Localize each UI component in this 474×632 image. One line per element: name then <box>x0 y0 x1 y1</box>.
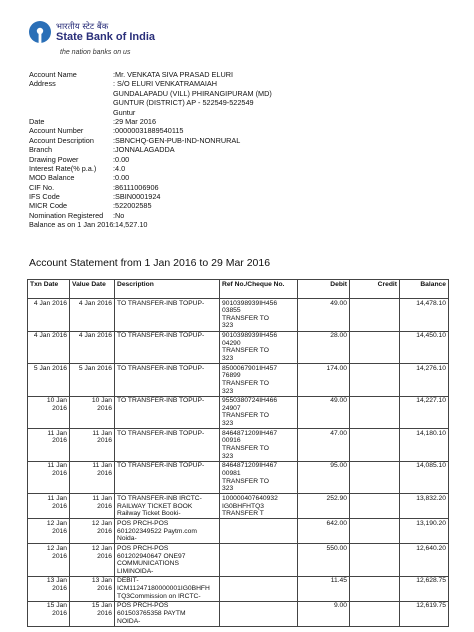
value-date-cell-line: 4 Jan 2016 <box>78 299 112 307</box>
description-cell-line: 601202940647 ONE97 <box>117 552 186 560</box>
ref-no-cell-line: 323 <box>222 485 234 493</box>
value-date-cell-line: 11 Jan <box>92 494 112 502</box>
ref-no-cell <box>220 519 298 544</box>
value-date-cell-line: 5 Jan 2016 <box>78 364 112 372</box>
description-cell <box>115 576 220 601</box>
description-cell-line: 601503765358 PAYTM <box>117 610 186 618</box>
ref-no-cell <box>220 396 298 429</box>
ref-no-cell-line: TRANSFER TO <box>222 379 269 387</box>
info-label: Drawing Power <box>29 154 79 164</box>
description-cell-line: POS PRCH-POS <box>117 519 169 527</box>
value-date-cell-line: 2016 <box>97 502 112 510</box>
info-value: :No <box>113 210 125 220</box>
ref-no-cell-line: TRANSFER TO <box>222 445 269 453</box>
info-row <box>29 183 272 192</box>
ref-no-cell-line: TRANSFER T <box>222 510 264 518</box>
header-description: Description <box>115 280 220 299</box>
info-value: :29 Mar 2016 <box>113 116 156 126</box>
info-label: Balance as on 1 Jan 2016 <box>29 220 114 230</box>
info-row <box>29 211 272 220</box>
ref-no-cell <box>220 601 298 626</box>
txn-date-cell-line: 2016 <box>52 610 67 618</box>
ref-no-cell-line: 323 <box>222 452 234 460</box>
table-row <box>28 331 449 364</box>
info-value-continued: Guntur <box>113 107 136 117</box>
value-date-cell-line: 2016 <box>97 552 112 560</box>
txn-date-cell <box>28 494 70 519</box>
txn-date-cell <box>28 576 70 601</box>
txn-date-cell <box>28 544 70 577</box>
bank-tagline: the nation banks on us <box>60 49 131 56</box>
value-date-cell <box>70 576 115 601</box>
value-date-cell <box>70 331 115 364</box>
info-value-continued: GUNTUR (DISTRICT) AP - 522549-522549 <box>113 98 254 108</box>
debit-cell: 174.00 <box>298 364 350 397</box>
txn-date-cell-line: 11 Jan <box>47 494 67 502</box>
value-date-cell-line: 11 Jan <box>92 429 112 437</box>
info-label: Account Description <box>29 135 94 145</box>
txn-date-cell-line: 2016 <box>52 552 67 560</box>
ref-no-cell-line: 8464871209IH467 <box>222 462 278 470</box>
info-value: :SBIN0001924 <box>113 192 161 202</box>
info-label: IFS Code <box>29 192 60 202</box>
header-balance: Balance <box>400 280 449 299</box>
ref-no-cell-line: 00981 <box>222 470 241 477</box>
info-row <box>29 155 272 164</box>
txn-date-cell-line: 2016 <box>52 527 67 535</box>
credit-cell <box>350 519 400 544</box>
txn-date-cell-line: 5 Jan 2016 <box>33 364 67 372</box>
bank-hindi-name: भारतीय स्टेट बैंक <box>56 22 109 32</box>
debit-cell: 47.00 <box>298 429 350 462</box>
info-row <box>29 79 272 88</box>
credit-cell <box>350 396 400 429</box>
table-row <box>28 494 449 519</box>
ref-no-cell-line: 323 <box>222 354 234 362</box>
info-value: :522002585 <box>113 201 152 211</box>
credit-cell <box>350 576 400 601</box>
description-cell <box>115 429 220 462</box>
description-cell-line: TO TRANSFER-INB TOPUP- <box>117 429 205 437</box>
description-cell-line: TO TRANSFER-INB TOPUP- <box>117 332 205 340</box>
credit-cell <box>350 601 400 626</box>
debit-cell: 642.00 <box>298 519 350 544</box>
value-date-cell-line: 12 Jan <box>91 544 112 552</box>
value-date-cell <box>70 519 115 544</box>
debit-cell: 252.90 <box>298 494 350 519</box>
info-value: :14,527.10 <box>113 220 148 230</box>
credit-cell <box>350 429 400 462</box>
description-cell-line: Noida- <box>117 535 137 543</box>
ref-no-cell <box>220 576 298 601</box>
description-cell-line: LIMINOIDA- <box>117 567 154 575</box>
balance-cell: 13,832.20 <box>400 494 449 519</box>
credit-cell <box>350 494 400 519</box>
info-value: :0.00 <box>113 173 130 183</box>
info-label: Interest Rate(% p.a.) <box>29 163 97 173</box>
description-cell-line: 601202349522 Paytm.com <box>117 527 197 535</box>
table-row <box>28 364 449 397</box>
info-value-continued: GUNDALAPADU (VILL) PHIRANGIPURAM (MD) <box>113 88 272 98</box>
info-row <box>29 164 272 173</box>
table-row <box>28 299 449 332</box>
table-row <box>28 576 449 601</box>
table-header-row <box>28 280 449 299</box>
credit-cell <box>350 364 400 397</box>
value-date-cell-line: 13 Jan <box>91 577 112 585</box>
ref-no-cell <box>220 299 298 332</box>
ref-no-cell-line: 00916 <box>222 437 241 445</box>
ref-no-cell <box>220 494 298 519</box>
header-value-date: Value Date <box>70 280 115 299</box>
statement-title: Account Statement from 1 Jan 2016 to 29 Mar 2016 <box>29 257 271 269</box>
ref-no-cell-line: TRANSFER TO <box>222 347 269 355</box>
ref-no-cell-line: 76899 <box>222 372 241 380</box>
ref-no-cell-line: 24907 <box>222 404 241 412</box>
sbi-logo <box>28 18 168 64</box>
debit-cell: 95.00 <box>298 461 350 494</box>
txn-date-cell <box>28 331 70 364</box>
txn-date-cell <box>28 364 70 397</box>
table-row <box>28 429 449 462</box>
header-txn-date: Txn Date <box>28 280 70 299</box>
description-cell-line: POS PRCH-POS <box>117 544 169 552</box>
value-date-cell <box>70 396 115 429</box>
description-cell-line: RAILWAY TICKET BOOK <box>117 502 193 510</box>
value-date-cell-line: 2016 <box>97 437 112 445</box>
txn-date-cell-line: 12 Jan <box>46 519 67 527</box>
info-value: : S/O ELURI VENKATRAMAIAH <box>113 79 218 89</box>
info-value: :0.00 <box>113 154 130 164</box>
info-value: :Mr. VENKATA SIVA PRASAD ELURI <box>113 70 234 79</box>
description-cell-line: TO TRANSFER-INB TOPUP- <box>117 397 205 405</box>
value-date-cell-line: 2016 <box>97 610 112 618</box>
txn-date-cell-line: 2016 <box>52 437 67 445</box>
debit-cell: 49.00 <box>298 396 350 429</box>
ref-no-cell-line: 9550380724IH466 <box>222 397 278 405</box>
credit-cell <box>350 331 400 364</box>
txn-date-cell <box>28 396 70 429</box>
description-cell-line: TO TRANSFER-INB TOPUP- <box>117 462 205 470</box>
balance-cell: 12,628.75 <box>400 576 449 601</box>
debit-cell: 28.00 <box>298 331 350 364</box>
value-date-cell-line: 2016 <box>97 585 112 593</box>
info-label: CIF No. <box>29 182 55 192</box>
txn-date-cell-line: 15 Jan <box>46 602 67 610</box>
txn-date-cell-line: 12 Jan <box>46 544 67 552</box>
table-row <box>28 396 449 429</box>
value-date-cell <box>70 364 115 397</box>
ref-no-cell-line: 8464871209IH467 <box>222 429 278 437</box>
ref-no-cell-line: 04290 <box>222 339 241 347</box>
bank-name: State Bank of India <box>56 31 156 43</box>
info-label: MOD Balance <box>29 173 75 183</box>
table-row <box>28 544 449 577</box>
info-label: Account Number <box>29 126 84 136</box>
description-cell-line: TO TRANSFER-INB IRCTC- <box>117 494 202 502</box>
description-cell-line: DEBIT- <box>117 577 139 585</box>
info-label: Address <box>29 79 56 89</box>
value-date-cell-line: 11 Jan <box>92 462 112 470</box>
ref-no-cell <box>220 461 298 494</box>
txn-date-cell-line: 2016 <box>52 502 67 510</box>
description-cell <box>115 331 220 364</box>
ref-no-cell-line: 03855 <box>222 307 241 315</box>
description-cell-line: NOIDA- <box>117 617 141 625</box>
balance-cell: 14,227.10 <box>400 396 449 429</box>
debit-cell: 11.45 <box>298 576 350 601</box>
txn-date-cell-line: 2016 <box>52 470 67 477</box>
balance-cell: 14,085.10 <box>400 461 449 494</box>
description-cell <box>115 364 220 397</box>
description-cell <box>115 544 220 577</box>
value-date-cell-line: 10 Jan <box>91 397 112 405</box>
info-value: :86111006906 <box>113 182 159 192</box>
ref-no-cell-line: TRANSFER TO <box>222 412 269 420</box>
value-date-cell-line: 15 Jan <box>91 602 112 610</box>
ref-no-cell-line: 323 <box>222 322 234 330</box>
value-date-cell <box>70 494 115 519</box>
ref-no-cell <box>220 364 298 397</box>
info-row <box>29 173 272 182</box>
credit-cell <box>350 544 400 577</box>
balance-cell: 12,619.75 <box>400 601 449 626</box>
sbi-keyhole-icon <box>28 20 52 44</box>
transaction-table <box>27 279 449 627</box>
transaction-rows <box>28 299 449 627</box>
value-date-cell-line: 4 Jan 2016 <box>78 332 112 340</box>
description-cell <box>115 461 220 494</box>
ref-no-cell <box>220 331 298 364</box>
description-cell-line: TO TRANSFER-INB TOPUP- <box>117 299 205 307</box>
description-cell-line: TQ3Commission on IRCTC- <box>117 592 201 600</box>
ref-no-cell-line: 8500067901IH457 <box>222 364 278 372</box>
description-cell-line: COMMUNICATIONS <box>117 560 179 568</box>
debit-cell: 550.00 <box>298 544 350 577</box>
info-row <box>29 117 272 126</box>
info-row <box>29 192 272 201</box>
info-row <box>29 220 272 229</box>
balance-cell: 14,276.10 <box>400 364 449 397</box>
value-date-cell <box>70 299 115 332</box>
description-cell <box>115 494 220 519</box>
table-row <box>28 601 449 626</box>
info-label: MICR Code <box>29 201 68 211</box>
value-date-cell <box>70 601 115 626</box>
header-ref-no: Ref No./Cheque No. <box>220 280 298 299</box>
txn-date-cell-line: 13 Jan <box>46 577 67 585</box>
header-credit: Credit <box>350 280 400 299</box>
ref-no-cell <box>220 429 298 462</box>
credit-cell <box>350 461 400 494</box>
txn-date-cell <box>28 519 70 544</box>
balance-cell: 14,450.10 <box>400 331 449 364</box>
debit-cell: 49.00 <box>298 299 350 332</box>
value-date-cell <box>70 461 115 494</box>
debit-cell: 9.00 <box>298 601 350 626</box>
info-label: Account Name <box>29 70 77 79</box>
txn-date-cell-line: 4 Jan 2016 <box>33 332 67 340</box>
description-cell-line: POS PRCH-POS <box>117 602 169 610</box>
txn-date-cell <box>28 601 70 626</box>
account-info <box>29 70 272 230</box>
txn-date-cell-line: 11 Jan <box>47 429 67 437</box>
info-label: Date <box>29 116 45 126</box>
credit-cell <box>350 299 400 332</box>
info-value: :4.0 <box>113 163 126 173</box>
description-cell-line: ICM11247180000001IG0BHFH <box>117 585 210 593</box>
value-date-cell-line: 2016 <box>97 470 112 477</box>
txn-date-cell-line: 11 Jan <box>47 462 67 470</box>
ref-no-cell-line: IG0BHFHTQ3 <box>222 502 264 510</box>
ref-no-cell-line: 9010398939IH456 <box>222 332 278 340</box>
balance-cell: 13,190.20 <box>400 519 449 544</box>
info-value: :SBNCHQ-GEN-PUB-IND-NONRURAL <box>113 135 241 145</box>
value-date-cell <box>70 429 115 462</box>
ref-no-cell-line: TRANSFER TO <box>222 314 269 322</box>
ref-no-cell-line: 9010398939IH456 <box>222 299 278 307</box>
info-value: :JONNALAGADDA <box>113 145 175 155</box>
txn-date-cell-line: 10 Jan <box>46 397 67 405</box>
description-cell-line: Railway Ticket Booki- <box>117 510 181 518</box>
value-date-cell-line: 2016 <box>97 527 112 535</box>
value-date-cell-line: 2016 <box>97 404 112 412</box>
txn-date-cell <box>28 461 70 494</box>
info-row <box>29 201 272 210</box>
value-date-cell <box>70 544 115 577</box>
ref-no-cell-line: 323 <box>222 420 234 428</box>
description-cell <box>115 519 220 544</box>
header-debit: Debit <box>298 280 350 299</box>
balance-cell: 12,640.20 <box>400 544 449 577</box>
info-row <box>29 136 272 145</box>
table-row <box>28 461 449 494</box>
balance-cell: 14,180.10 <box>400 429 449 462</box>
ref-no-cell-line: 100000407640932 <box>222 494 278 502</box>
info-row <box>29 70 272 79</box>
value-date-cell-line: 12 Jan <box>91 519 112 527</box>
txn-date-cell <box>28 429 70 462</box>
description-cell <box>115 396 220 429</box>
txn-date-cell-line: 2016 <box>52 585 67 593</box>
description-cell-line: TO TRANSFER-INB TOPUP- <box>117 364 205 372</box>
ref-no-cell <box>220 544 298 577</box>
ref-no-cell-line: 323 <box>222 387 234 395</box>
info-label: Branch <box>29 145 53 155</box>
info-row <box>29 145 272 154</box>
txn-date-cell-line: 4 Jan 2016 <box>33 299 67 307</box>
info-row <box>29 126 272 135</box>
info-value: :00000031889540115 <box>113 126 184 136</box>
description-cell <box>115 299 220 332</box>
info-label: Nomination Registered <box>29 210 104 220</box>
table-row <box>28 519 449 544</box>
txn-date-cell-line: 2016 <box>52 404 67 412</box>
ref-no-cell-line: TRANSFER TO <box>222 477 269 485</box>
txn-date-cell <box>28 299 70 332</box>
balance-cell: 14,478.10 <box>400 299 449 332</box>
description-cell <box>115 601 220 626</box>
